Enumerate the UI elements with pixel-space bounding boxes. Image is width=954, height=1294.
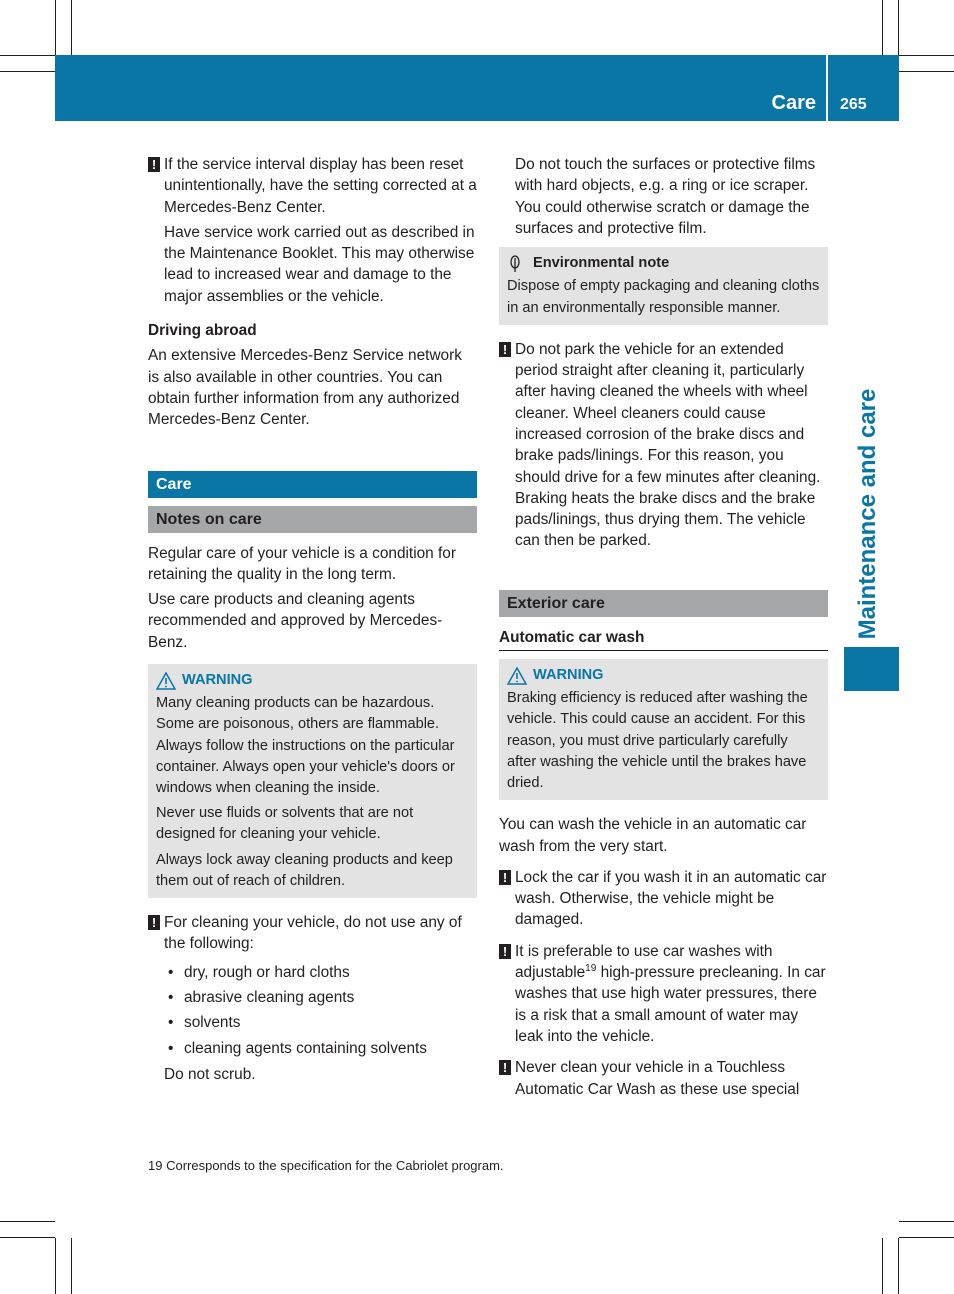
note-text: Do not park the vehicle for an extended period straight after cleaning it, particularly after having cleaned the wheels with wheel cleaner. Wheel cleaners could cause increased corrosion of the brake discs and brake pads/linings. For this reason, you should drive for a few minutes after cleaning. Braking heats the brake discs and the brake pads/linings, thus drying them. The vehicle can then be parked. [515, 340, 821, 550]
crop-mark [899, 1221, 954, 1222]
caution-note [499, 867, 828, 931]
note-text-part: high-pressure precleaning. In car washes that use high water pressures, there is a risk that a small amount of water may leak into the vehicle. [515, 964, 826, 1045]
warning-text: Braking efficiency is reduced after washing the vehicle. This could cause an accident. For this reason, you must drive particularly carefully after washing the vehicle until the brakes have dried. [507, 690, 808, 792]
footnote [148, 1157, 504, 1175]
list-item: • dry, rough or hard cloths [164, 962, 477, 983]
crop-mark [0, 71, 55, 72]
list-item: • abrasive cleaning agents [164, 987, 477, 1008]
paragraph: You can wash the vehicle in an automatic car wash from the very start. [499, 816, 807, 855]
crop-mark [0, 1221, 55, 1222]
crop-mark [882, 1238, 883, 1294]
subheading-automatic-car-wash: Automatic car wash [499, 627, 828, 651]
footnote-text: Corresponds to the specification for the Cabriolet program. [162, 1158, 504, 1173]
footnote-number: 19 [148, 1158, 163, 1173]
warning-text: Never use fluids or solvents that are not designed for cleaning your vehicle. [156, 805, 414, 843]
warning-triangle-icon [156, 672, 176, 690]
right-column [499, 154, 828, 1100]
bullet-list [148, 962, 477, 1059]
crop-mark [55, 0, 56, 55]
page-number: 265 [840, 96, 867, 113]
left-column [148, 154, 477, 1085]
footnote-ref: 19 [585, 962, 597, 974]
caution-note [148, 912, 477, 955]
warning-triangle-icon [507, 667, 527, 685]
warning-box [148, 664, 477, 898]
caution-note [499, 339, 828, 552]
section-heading-care: Care [148, 471, 477, 498]
note-text: Never clean your vehicle in a Touchless Automatic Car Wash as these use special [515, 1059, 800, 1098]
note-text: Do not scrub. [164, 1065, 256, 1083]
subheading-driving-abroad: Driving abroad [148, 322, 257, 340]
warning-text: Many cleaning products can be hazardous. Some are poisonous, others are flammable. Always follow the instructions on the particular container. Always open your vehicle's doors or windows when cleaning the inside. [156, 695, 455, 797]
caution-note [499, 941, 828, 1047]
exclamation-icon: ! [148, 915, 160, 930]
note-text-part: It is preferable to use car washes with adjustable [515, 942, 773, 982]
crop-mark [71, 0, 72, 55]
leaf-icon [507, 255, 527, 273]
exclamation-icon: ! [499, 342, 511, 357]
exclamation-icon: ! [499, 1060, 511, 1075]
paragraph: Use care products and cleaning agents recommended and approved by Mercedes-Benz. [148, 591, 443, 651]
paragraph: Regular care of your vehicle is a condition for retaining the quality in the long term. [148, 544, 456, 583]
header-divider [826, 55, 828, 121]
warning-box [499, 659, 828, 800]
crop-mark [71, 1238, 72, 1294]
note-text: Do not touch the surfaces or protective films with hard objects, e.g. a ring or ice scraper. You could otherwise scratch or damage the surfaces and protective film. [515, 156, 816, 237]
exclamation-icon: ! [499, 870, 511, 885]
environmental-note-box [499, 247, 828, 325]
caution-note [148, 154, 477, 218]
note-text: For cleaning your vehicle, do not use any of the following: [164, 914, 462, 953]
crop-mark [0, 55, 55, 56]
note-text: If the service interval display has been reset unintentionally, have the setting corrected at a Mercedes-Benz Center. [164, 156, 477, 216]
warning-header [507, 665, 820, 686]
environmental-note-text: Dispose of empty packaging and cleaning cloths in an environmentally responsible manner. [507, 278, 820, 316]
page-header [55, 55, 899, 121]
crop-mark [55, 1238, 56, 1294]
crop-mark [899, 1237, 954, 1238]
warning-label: WARNING [182, 672, 253, 689]
chapter-tab [844, 647, 899, 691]
note-text: Have service work carried out as described in the Maintenance Booklet. This may otherwise lead to increased wear and damage to the major assemblies or the vehicle. [164, 223, 475, 305]
environmental-note-label: Environmental note [533, 255, 670, 272]
chapter-tab-label: Maintenance and care [854, 388, 881, 640]
note-text: Lock the car if you wash it in an automatic car wash. Otherwise, the vehicle might be damaged. [515, 868, 827, 929]
crop-mark [882, 0, 883, 55]
exclamation-icon: ! [148, 157, 160, 172]
section-heading-notes-on-care: Notes on care [148, 506, 477, 533]
note-text [515, 941, 828, 1047]
warning-text: Always lock away cleaning products and keep them out of reach of children. [156, 851, 453, 889]
caution-note [499, 1057, 828, 1100]
crop-mark [0, 1237, 55, 1238]
warning-header [156, 670, 469, 691]
warning-label: WARNING [533, 667, 604, 684]
crop-mark [899, 71, 954, 72]
section-title: Care [771, 92, 816, 114]
list-item: • solvents [164, 1012, 477, 1033]
exclamation-icon: ! [499, 944, 511, 959]
crop-mark [898, 1238, 899, 1294]
crop-mark [899, 55, 954, 56]
crop-mark [898, 0, 899, 55]
environmental-note-header [507, 253, 820, 274]
paragraph: An extensive Mercedes-Benz Service network is also available in other countries. You can obtain further information from any authorized Mercedes-Benz Center. [148, 347, 462, 429]
section-heading-exterior-care: Exterior care [499, 590, 828, 617]
list-item: • cleaning agents containing solvents [164, 1038, 477, 1059]
